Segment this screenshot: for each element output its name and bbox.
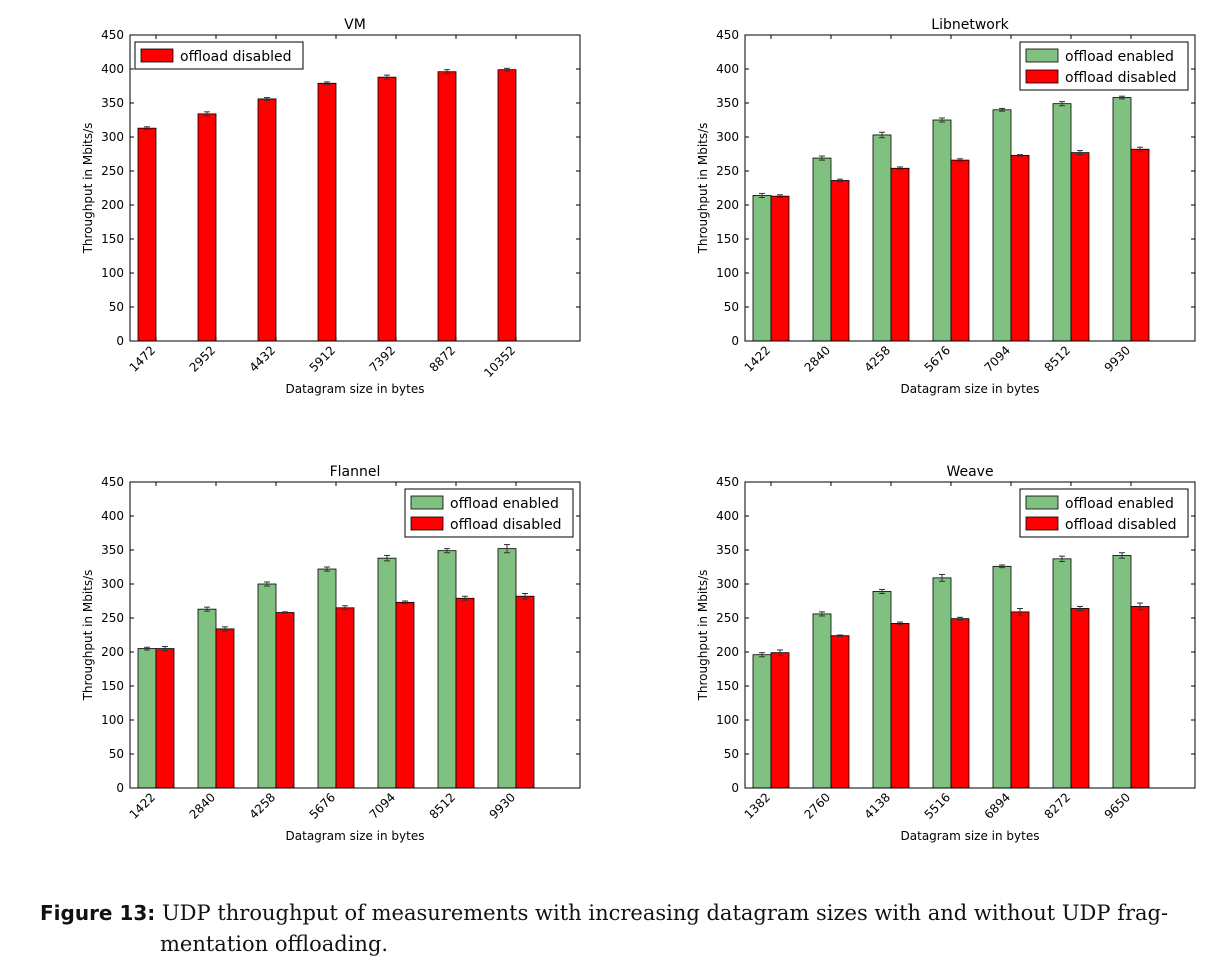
y-tick-label: 50 <box>723 747 739 761</box>
x-tick-label: 1472 <box>126 343 159 375</box>
x-axis-label: Datagram size in bytes <box>900 382 1040 396</box>
x-tick-label: 5516 <box>921 790 954 822</box>
chart-flannel <box>81 464 580 843</box>
bar-offload-disabled <box>498 70 516 341</box>
bar-offload-enabled <box>498 549 516 788</box>
bar-offload-disabled <box>396 602 414 788</box>
legend-label: offload disabled <box>180 49 292 65</box>
y-tick-label: 450 <box>716 28 739 42</box>
bar-offload-enabled <box>198 609 216 788</box>
y-tick-label: 150 <box>716 679 739 693</box>
y-tick-label: 200 <box>101 645 124 659</box>
x-tick-label: 7094 <box>981 343 1014 375</box>
x-tick-label: 4432 <box>246 343 279 375</box>
caption-text-line1: UDP throughput of measurements with increasing datagram sizes with and without UDP frag- <box>161 901 1169 925</box>
legend-label: offload disabled <box>1065 70 1177 86</box>
bar-offload-enabled <box>813 158 831 341</box>
x-tick-label: 4138 <box>861 790 894 822</box>
legend <box>405 489 573 537</box>
bar-offload-disabled <box>258 99 276 341</box>
y-tick-label: 350 <box>101 543 124 557</box>
legend <box>135 42 303 69</box>
x-tick-label: 2840 <box>801 343 834 375</box>
y-tick-label: 200 <box>716 198 739 212</box>
bar-offload-enabled <box>753 195 771 341</box>
legend-swatch <box>1026 70 1058 83</box>
bar-offload-disabled <box>378 77 396 341</box>
y-tick-label: 100 <box>716 266 739 280</box>
bar-offload-enabled <box>873 591 891 788</box>
bar-offload-disabled <box>1131 606 1149 788</box>
x-tick-label: 7094 <box>366 790 399 822</box>
bar-offload-disabled <box>951 619 969 788</box>
legend-swatch <box>411 496 443 509</box>
figure-caption <box>40 898 1190 960</box>
y-axis-label: Throughput in Mbits/s <box>81 569 95 701</box>
x-tick-label: 1382 <box>741 790 774 822</box>
y-tick-label: 100 <box>101 266 124 280</box>
bar-offload-enabled <box>258 584 276 788</box>
legend-swatch <box>1026 496 1058 509</box>
y-axis-label: Throughput in Mbits/s <box>81 122 95 254</box>
bar-offload-disabled <box>1071 608 1089 788</box>
y-tick-label: 0 <box>116 781 124 795</box>
bar-offload-disabled <box>276 613 294 788</box>
legend-swatch <box>411 517 443 530</box>
y-tick-label: 0 <box>731 781 739 795</box>
y-tick-label: 150 <box>101 679 124 693</box>
x-tick-label: 2952 <box>186 343 219 375</box>
y-tick-label: 200 <box>101 198 124 212</box>
caption-text-line2: mentation offloading. <box>160 932 389 956</box>
x-tick-label: 9650 <box>1101 790 1134 822</box>
legend-label: offload enabled <box>1065 496 1174 512</box>
y-tick-label: 300 <box>101 130 124 144</box>
bar-offload-disabled <box>456 598 474 788</box>
bar-offload-disabled <box>1011 155 1029 341</box>
legend <box>1020 42 1188 90</box>
legend-swatch <box>141 49 173 62</box>
y-tick-label: 300 <box>716 577 739 591</box>
x-tick-label: 1422 <box>741 343 774 375</box>
y-tick-label: 50 <box>108 747 124 761</box>
x-tick-label: 8272 <box>1041 790 1074 822</box>
x-tick-label: 4258 <box>246 790 279 822</box>
legend-swatch <box>1026 517 1058 530</box>
x-tick-label: 7392 <box>366 343 399 375</box>
bar-offload-disabled <box>771 196 789 341</box>
bar-offload-disabled <box>891 168 909 341</box>
bar-offload-enabled <box>138 649 156 788</box>
x-tick-label: 5676 <box>921 343 954 375</box>
bar-offload-enabled <box>753 655 771 788</box>
x-tick-label: 4258 <box>861 343 894 375</box>
bar-offload-enabled <box>813 614 831 788</box>
legend-swatch <box>1026 49 1058 62</box>
bar-offload-enabled <box>378 558 396 788</box>
x-tick-label: 5676 <box>306 790 339 822</box>
y-axis-label: Throughput in Mbits/s <box>696 569 710 701</box>
bar-offload-disabled <box>336 608 354 788</box>
chart-title: Libnetwork <box>931 17 1009 33</box>
y-tick-label: 250 <box>716 611 739 625</box>
legend-label: offload disabled <box>1065 517 1177 533</box>
legend-label: offload disabled <box>450 517 562 533</box>
x-tick-label: 8512 <box>1041 343 1074 375</box>
y-tick-label: 50 <box>108 300 124 314</box>
bar-offload-disabled <box>771 653 789 788</box>
y-tick-label: 0 <box>116 334 124 348</box>
y-tick-label: 100 <box>716 713 739 727</box>
bar-offload-disabled <box>198 114 216 341</box>
bar-offload-disabled <box>951 160 969 341</box>
chart-vm <box>81 17 580 396</box>
bar-offload-disabled <box>1131 149 1149 341</box>
bar-offload-enabled <box>1113 98 1131 341</box>
y-tick-label: 250 <box>101 164 124 178</box>
y-tick-label: 150 <box>101 232 124 246</box>
x-axis-label: Datagram size in bytes <box>900 829 1040 843</box>
y-tick-label: 300 <box>716 130 739 144</box>
bar-offload-disabled <box>891 623 909 788</box>
bar-offload-enabled <box>318 569 336 788</box>
y-tick-label: 450 <box>716 475 739 489</box>
y-tick-label: 250 <box>716 164 739 178</box>
y-tick-label: 250 <box>101 611 124 625</box>
x-tick-label: 1422 <box>126 790 159 822</box>
chart-weave <box>696 464 1195 843</box>
bar-offload-disabled <box>831 636 849 788</box>
y-tick-label: 200 <box>716 645 739 659</box>
y-tick-label: 400 <box>101 62 124 76</box>
y-axis-label: Throughput in Mbits/s <box>696 122 710 254</box>
y-tick-label: 150 <box>716 232 739 246</box>
bar-offload-enabled <box>1053 559 1071 788</box>
x-tick-label: 8512 <box>426 790 459 822</box>
chart-title: Weave <box>946 464 994 480</box>
bar-offload-disabled <box>438 72 456 341</box>
legend-label: offload enabled <box>1065 49 1174 65</box>
bar-offload-disabled <box>1071 153 1089 341</box>
x-tick-label: 6894 <box>981 790 1014 822</box>
bar-offload-disabled <box>156 649 174 788</box>
bar-offload-disabled <box>831 181 849 341</box>
bar-offload-enabled <box>873 135 891 341</box>
legend-label: offload enabled <box>450 496 559 512</box>
y-tick-label: 50 <box>723 300 739 314</box>
bar-offload-disabled <box>1011 612 1029 788</box>
bar-offload-enabled <box>1053 104 1071 341</box>
x-tick-label: 9930 <box>486 790 519 822</box>
x-tick-label: 2840 <box>186 790 219 822</box>
x-tick-label: 2760 <box>801 790 834 822</box>
bar-offload-disabled <box>138 128 156 341</box>
y-tick-label: 400 <box>716 509 739 523</box>
bar-offload-disabled <box>318 83 336 341</box>
bar-offload-enabled <box>933 120 951 341</box>
y-tick-label: 350 <box>716 96 739 110</box>
bar-offload-enabled <box>993 110 1011 341</box>
y-tick-label: 450 <box>101 28 124 42</box>
legend <box>1020 489 1188 537</box>
bar-offload-enabled <box>933 578 951 788</box>
y-tick-label: 450 <box>101 475 124 489</box>
bar-offload-enabled <box>1113 555 1131 788</box>
chart-libnetwork <box>696 17 1195 396</box>
bar-offload-enabled <box>438 551 456 788</box>
y-tick-label: 300 <box>101 577 124 591</box>
caption-label: Figure 13: <box>40 901 156 925</box>
y-tick-label: 400 <box>716 62 739 76</box>
x-axis-label: Datagram size in bytes <box>285 382 425 396</box>
x-tick-label: 9930 <box>1101 343 1134 375</box>
y-tick-label: 350 <box>101 96 124 110</box>
y-tick-label: 400 <box>101 509 124 523</box>
bar-offload-enabled <box>993 566 1011 788</box>
x-axis-label: Datagram size in bytes <box>285 829 425 843</box>
y-tick-label: 100 <box>101 713 124 727</box>
x-tick-label: 10352 <box>481 343 519 381</box>
x-tick-label: 5912 <box>306 343 339 375</box>
x-tick-label: 8872 <box>426 343 459 375</box>
y-tick-label: 0 <box>731 334 739 348</box>
chart-title: VM <box>344 17 366 33</box>
bar-offload-disabled <box>516 596 534 788</box>
y-tick-label: 350 <box>716 543 739 557</box>
chart-title: Flannel <box>329 464 381 480</box>
bar-offload-disabled <box>216 629 234 788</box>
